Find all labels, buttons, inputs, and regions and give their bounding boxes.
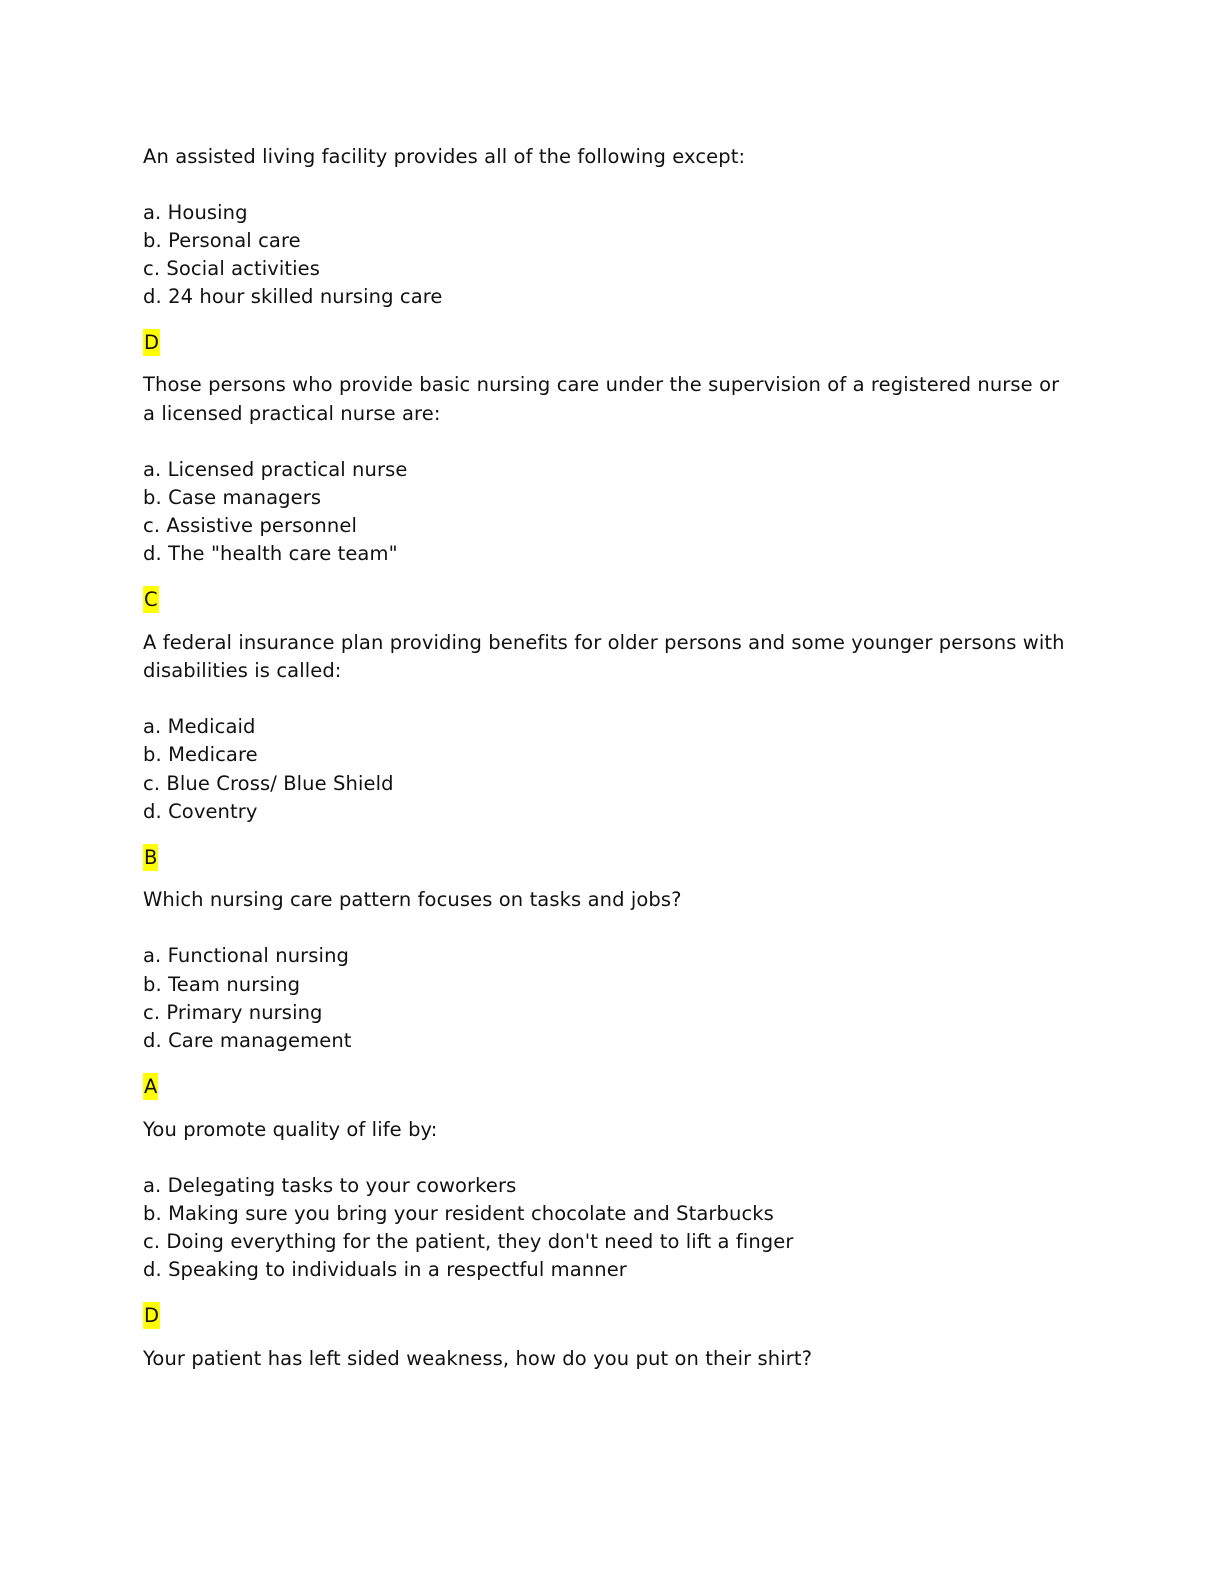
question-3-stem-line-2: disabilities is called: [143, 659, 342, 682]
question-5-option-c: c. Doing everything for the patient, they don't need to lift a finger [143, 1230, 794, 1253]
question-5-option-a: a. Delegating tasks to your coworkers [143, 1174, 517, 1197]
question-3-option-b: b. Medicare [143, 743, 258, 766]
question-4-stem: Which nursing care pattern focuses on tasks and jobs? [143, 888, 682, 911]
question-5-option-d: d. Speaking to individuals in a respectful manner [143, 1258, 627, 1281]
question-5-answer: D [144, 1304, 160, 1327]
question-2-option-a: a. Licensed practical nurse [143, 458, 408, 481]
question-2-stem-line-1: Those persons who provide basic nursing care under the supervision of a registered nurse or [143, 373, 1060, 396]
question-4-option-a: a. Functional nursing [143, 944, 350, 967]
question-3-stem-line-1: A federal insurance plan providing benefits for older persons and some younger persons with [143, 631, 1065, 654]
question-4-option-b: b. Team nursing [143, 973, 301, 996]
question-5-option-b: b. Making sure you bring your resident chocolate and Starbucks [143, 1202, 774, 1225]
question-1-option-c: c. Social activities [143, 257, 321, 280]
question-2-option-b: b. Case managers [143, 486, 322, 509]
question-4-option-d: d. Care management [143, 1029, 352, 1052]
question-3-option-a: a. Medicaid [143, 715, 256, 738]
question-1-option-a: a. Housing [143, 201, 248, 224]
question-2-option-d: d. The "health care team" [143, 542, 398, 565]
question-3-option-d: d. Coventry [143, 800, 258, 823]
question-2-answer: C [144, 588, 158, 611]
question-1-option-d: d. 24 hour skilled nursing care [143, 285, 443, 308]
question-1-answer: D [144, 331, 160, 354]
question-4-option-c: c. Primary nursing [143, 1001, 323, 1024]
question-2-stem-line-2: a licensed practical nurse are: [143, 402, 441, 425]
question-3-option-c: c. Blue Cross/ Blue Shield [143, 772, 394, 795]
question-5-stem: You promote quality of life by: [143, 1118, 438, 1141]
question-2-option-c: c. Assistive personnel [143, 514, 357, 537]
question-3-answer: B [144, 846, 158, 869]
question-1-option-b: b. Personal care [143, 229, 301, 252]
question-4-answer: A [144, 1075, 158, 1098]
question-1-stem: An assisted living facility provides all of the following except: [143, 145, 746, 168]
question-6-stem: Your patient has left sided weakness, how do you put on their shirt? [143, 1347, 813, 1370]
